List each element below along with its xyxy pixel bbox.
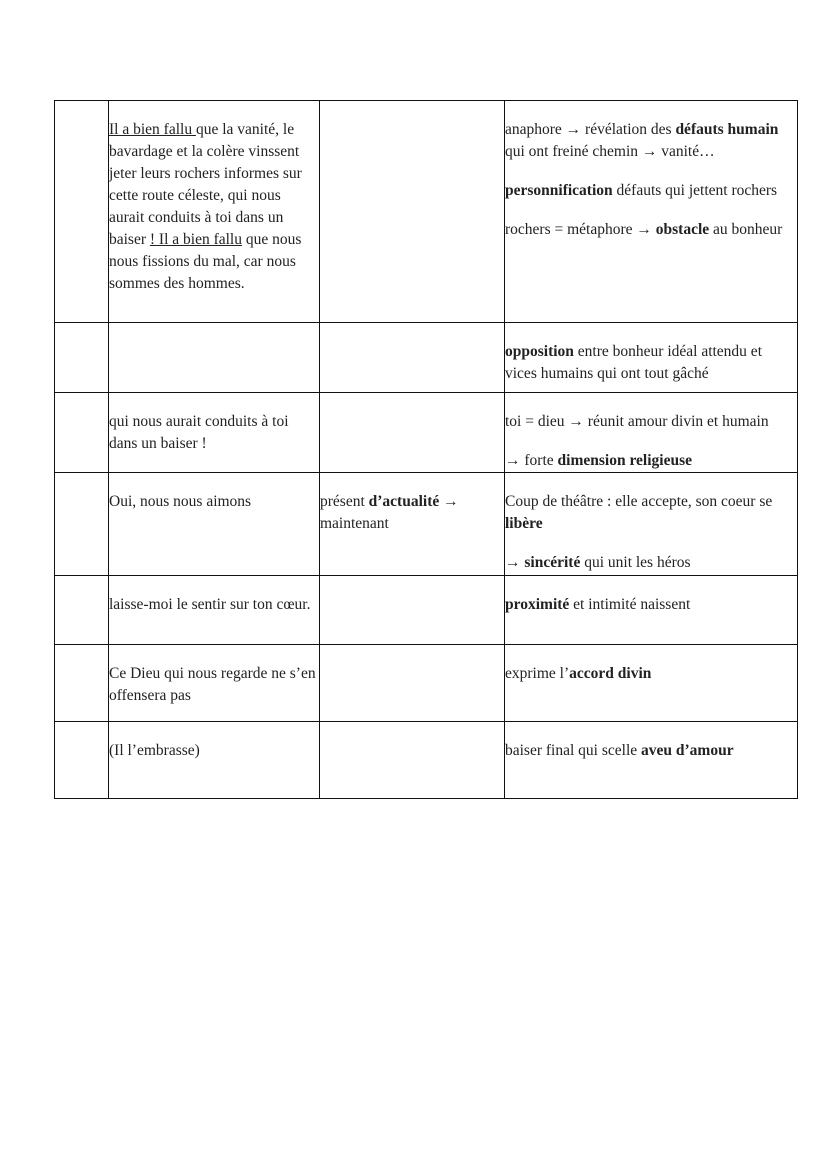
paragraph-gap — [505, 535, 797, 552]
line-number-cell — [55, 101, 109, 323]
quote-cell — [109, 576, 320, 645]
process-cell — [320, 393, 505, 473]
line-number-cell — [55, 473, 109, 576]
text-run: baiser final qui scelle — [505, 742, 642, 759]
text-run: que nous nous fissions du mal, car nous sommes des hommes. — [109, 231, 302, 292]
bold-text: personnification — [505, 182, 613, 199]
table-row — [55, 576, 798, 645]
paragraph — [505, 411, 797, 433]
table-row — [55, 101, 798, 323]
paragraph — [505, 341, 797, 385]
underlined-text: Il a bien fallu — [109, 121, 196, 138]
process-cell — [320, 645, 505, 722]
table-body — [55, 101, 798, 799]
quote-cell — [109, 722, 320, 799]
paragraph — [505, 119, 797, 163]
table-row — [55, 323, 798, 393]
paragraph-gap — [505, 202, 797, 219]
table-row — [55, 473, 798, 576]
text-run: Coup de théâtre : elle accepte, son coeur se — [505, 493, 773, 510]
paragraph — [109, 663, 319, 707]
bold-text: proximité — [505, 596, 570, 613]
text-run: qui nous aurait conduits à toi dans un baiser ! — [109, 413, 289, 452]
line-number-cell — [55, 576, 109, 645]
text-run: que la vanité, le bavardage et la colère vinssent jeter leurs rochers informes sur cette route céleste, qui nous aurait conduits à toi dans un baiser — [109, 121, 302, 248]
line-number-cell — [55, 323, 109, 393]
line-number-cell — [55, 722, 109, 799]
table-row — [55, 722, 798, 799]
paragraph — [320, 491, 504, 535]
text-run: rochers = métaphore → — [505, 221, 656, 238]
analysis-cell — [505, 473, 798, 576]
text-run: (Il l’embrasse) — [109, 742, 200, 759]
analysis-table — [54, 100, 798, 799]
bold-text: opposition — [505, 343, 574, 360]
analysis-cell — [505, 722, 798, 799]
paragraph — [505, 594, 797, 616]
paragraph — [109, 740, 319, 762]
bold-text: aveu d’amour — [641, 742, 734, 759]
text-run: présent — [320, 493, 369, 510]
text-run: entre bonheur idéal attendu et vices humains qui ont tout gâché — [505, 343, 762, 382]
text-run: qui unit les héros — [580, 554, 691, 571]
text-run: défauts qui jettent rochers — [612, 182, 778, 199]
analysis-cell — [505, 393, 798, 473]
bold-text: dimension religieuse — [557, 452, 692, 469]
bold-text: libère — [505, 515, 543, 532]
paragraph — [505, 450, 797, 472]
process-cell — [320, 576, 505, 645]
quote-cell — [109, 645, 320, 722]
analysis-cell — [505, 576, 798, 645]
process-cell — [320, 722, 505, 799]
bold-text: d’actualité — [368, 493, 440, 510]
paragraph — [109, 594, 319, 616]
text-run: anaphore → révélation des — [505, 121, 676, 138]
quote-cell — [109, 323, 320, 393]
analysis-cell — [505, 645, 798, 722]
text-run: → — [505, 554, 525, 571]
process-cell — [320, 473, 505, 576]
text-run: exprime l’ — [505, 665, 570, 682]
text-run: au bonheur — [709, 221, 783, 238]
paragraph — [505, 180, 797, 202]
text-run: laisse-moi le sentir sur ton cœur. — [109, 596, 311, 613]
line-number-cell — [55, 645, 109, 722]
line-number-cell — [55, 393, 109, 473]
bold-text: obstacle — [655, 221, 710, 238]
paragraph — [505, 491, 797, 535]
paragraph-gap — [505, 433, 797, 450]
paragraph — [505, 663, 797, 685]
text-run: Oui, nous nous aimons — [109, 493, 252, 510]
process-cell — [320, 323, 505, 393]
bold-text: accord divin — [569, 665, 652, 682]
analysis-cell — [505, 323, 798, 393]
text-run: toi = dieu → réunit amour divin et humain — [505, 413, 769, 430]
table-row — [55, 393, 798, 473]
paragraph-gap — [505, 163, 797, 180]
quote-cell — [109, 393, 320, 473]
paragraph — [109, 119, 319, 295]
paragraph — [109, 411, 319, 455]
text-run: qui ont freiné chemin → vanité… — [505, 143, 715, 160]
text-run: et intimité naissent — [569, 596, 691, 613]
bold-text: sincérité — [524, 554, 581, 571]
table-row — [55, 645, 798, 722]
quote-cell — [109, 101, 320, 323]
paragraph — [109, 491, 319, 513]
analysis-cell — [505, 101, 798, 323]
quote-cell — [109, 473, 320, 576]
text-run: → maintenant — [320, 493, 459, 532]
paragraph — [505, 552, 797, 574]
text-run: Ce Dieu qui nous regarde ne s’en offensera pas — [109, 665, 316, 704]
bold-text: défauts humain — [675, 121, 779, 138]
paragraph — [505, 740, 797, 762]
underlined-text: ! Il a bien fallu — [149, 231, 242, 248]
paragraph — [505, 219, 797, 241]
text-run: → forte — [505, 452, 558, 469]
process-cell — [320, 101, 505, 323]
